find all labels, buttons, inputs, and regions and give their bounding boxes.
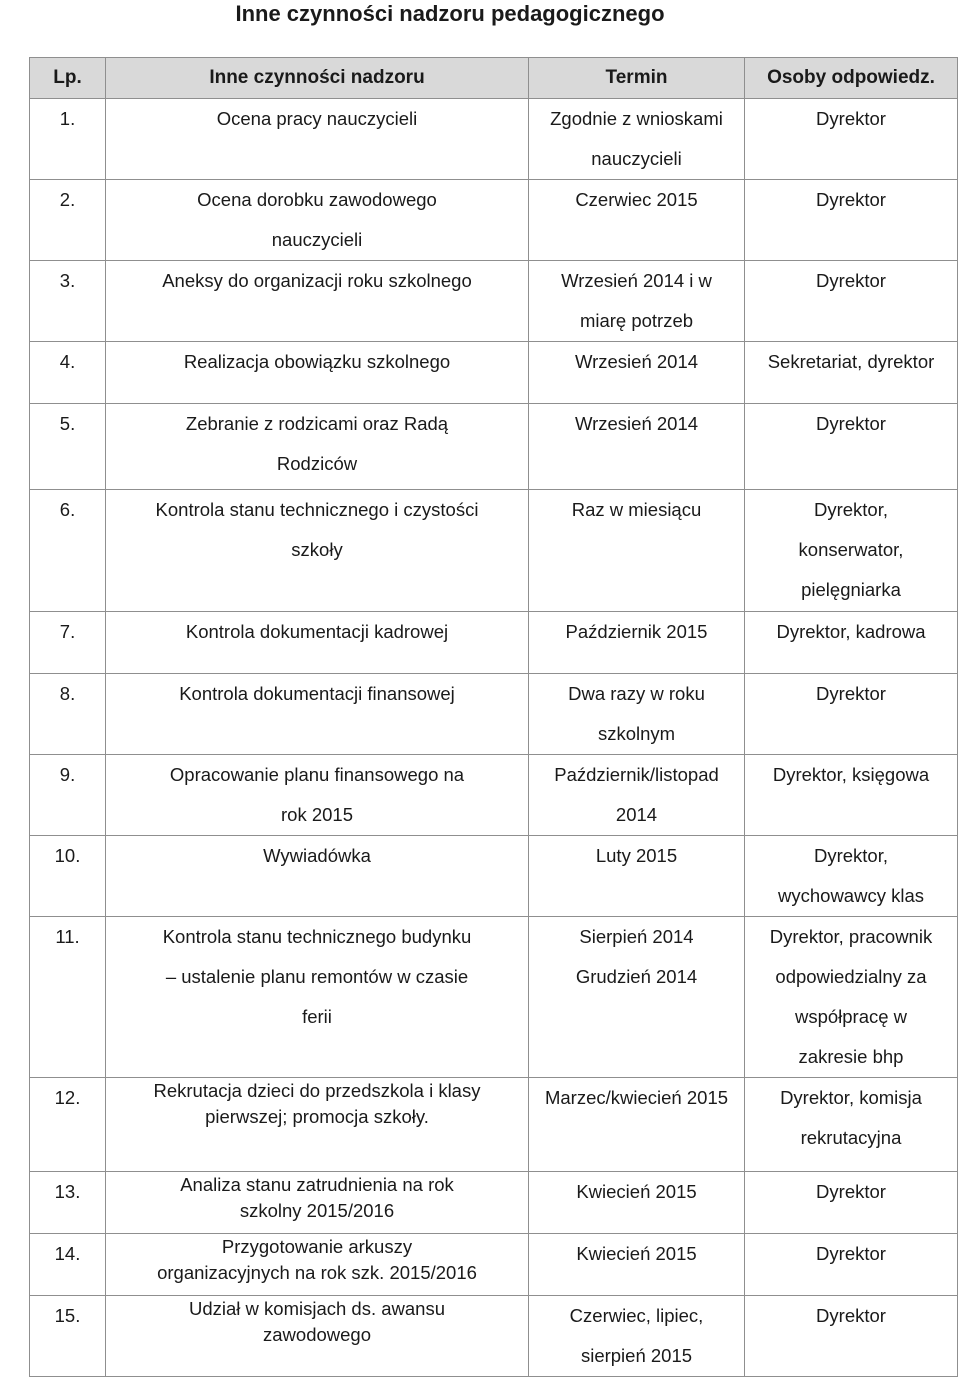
persons-cell: [745, 404, 958, 490]
activity-cell-line: Ocena dorobku zawodowego: [197, 189, 437, 210]
persons-cell-line: odpowiedzialny za: [775, 966, 927, 987]
row-number: [30, 261, 106, 342]
term-cell: [529, 180, 745, 261]
persons-cell: [745, 1234, 958, 1296]
activity-cell: [106, 1172, 529, 1234]
term-cell: [529, 1234, 745, 1296]
persons-cell-line: pielęgniarka: [801, 579, 901, 600]
term-cell-line: Wrzesień 2014 i w: [561, 270, 712, 291]
persons-cell-line: rekrutacyjna: [800, 1127, 902, 1148]
persons-cell-line: Dyrektor,: [813, 499, 889, 520]
term-cell-line: 2014: [615, 804, 658, 825]
activity-cell: [106, 917, 529, 1078]
persons-cell: [745, 180, 958, 261]
table-row: [30, 180, 958, 261]
term-cell-line: Kwiecień 2015: [576, 1181, 697, 1202]
activity-cell: [106, 612, 529, 674]
term-cell-line: Wrzesień 2014: [574, 413, 699, 434]
term-cell-line: Marzec/kwiecień 2015: [544, 1087, 729, 1108]
persons-cell-line: Dyrektor: [816, 1181, 886, 1202]
term-cell-line: Luty 2015: [595, 845, 678, 866]
activity-cell-line: Przygotowanie arkuszy: [221, 1236, 413, 1257]
persons-cell-line: Dyrektor: [816, 108, 886, 129]
table-row: [30, 1172, 958, 1234]
term-cell: [529, 342, 745, 404]
row-number: [30, 674, 106, 755]
table-body: [30, 99, 958, 1377]
term-cell-line: Czerwiec 2015: [575, 189, 698, 210]
persons-cell-line: Dyrektor: [816, 270, 886, 291]
supervision-table: [29, 57, 958, 1377]
activity-cell: [106, 836, 529, 917]
activity-cell-line: Opracowanie planu finansowego na: [169, 764, 465, 785]
table-header-row: [30, 58, 958, 99]
persons-cell: [745, 836, 958, 917]
activity-cell-line: Kontrola dokumentacji finansowej: [179, 683, 455, 704]
term-cell: [529, 836, 745, 917]
activity-cell-line: Kontrola stanu technicznego budynku: [162, 926, 472, 947]
row-number-line: 3.: [59, 270, 76, 291]
activity-cell-line: Analiza stanu zatrudnienia na rok: [180, 1174, 454, 1195]
term-cell: [529, 1078, 745, 1172]
activity-cell: [106, 490, 529, 612]
activity-cell-line: Ocena pracy nauczycieli: [216, 108, 418, 129]
row-number-line: 4.: [59, 351, 76, 372]
activity-cell-line: nauczycieli: [271, 229, 363, 250]
activity-cell-line: ferii: [302, 1006, 332, 1027]
persons-cell: [745, 1296, 958, 1377]
row-number-line: 6.: [59, 499, 76, 520]
row-number-line: 15.: [54, 1305, 81, 1326]
term-cell-line: Październik 2015: [565, 621, 708, 642]
activity-cell: [106, 1078, 529, 1172]
term-cell: [529, 1296, 745, 1377]
row-number: [30, 1172, 106, 1234]
term-cell-line: miarę potrzeb: [579, 310, 694, 331]
persons-cell-line: zakresie bhp: [798, 1046, 904, 1067]
activity-cell: [106, 404, 529, 490]
term-cell-line: Dwa razy w roku: [568, 683, 705, 704]
activity-cell-line: – ustalenie planu remontów w czasie: [165, 966, 469, 987]
row-number-line: 9.: [59, 764, 76, 785]
activity-cell: [106, 755, 529, 836]
persons-cell-line: współpracę w: [794, 1006, 908, 1027]
persons-cell-line: Dyrektor: [816, 1243, 886, 1264]
term-cell-line: Kwiecień 2015: [576, 1243, 697, 1264]
persons-cell-line: konserwator,: [798, 539, 904, 560]
activity-cell-line: rok 2015: [281, 804, 353, 825]
activity-cell: [106, 1296, 529, 1377]
term-cell: [529, 1172, 745, 1234]
activity-cell-line: szkolny 2015/2016: [239, 1200, 395, 1221]
term-cell-line: nauczycieli: [591, 148, 682, 169]
activity-cell-line: Zebranie z rodzicami oraz Radą: [185, 413, 449, 434]
row-number: [30, 99, 106, 180]
persons-cell-line: wychowawcy klas: [778, 885, 924, 906]
header-term: Termin: [529, 58, 745, 99]
table-row: [30, 1078, 958, 1172]
persons-cell: [745, 612, 958, 674]
persons-cell-line: Dyrektor: [816, 1305, 886, 1326]
row-number: [30, 917, 106, 1078]
table-row: [30, 261, 958, 342]
row-number-line: 13.: [54, 1181, 81, 1202]
persons-cell-line: Dyrektor: [816, 413, 886, 434]
row-number-line: 1.: [59, 108, 76, 129]
table-row: [30, 490, 958, 612]
term-cell: [529, 490, 745, 612]
row-number: [30, 1296, 106, 1377]
persons-cell-line: Dyrektor, księgowa: [772, 764, 930, 785]
activity-cell-line: Wywiadówka: [263, 845, 371, 866]
activity-cell-line: Udział w komisjach ds. awansu: [188, 1298, 446, 1319]
activity-cell-line: Aneksy do organizacji roku szkolnego: [162, 270, 472, 291]
header-activity: Inne czynności nadzoru: [106, 58, 529, 99]
activity-cell: [106, 261, 529, 342]
row-number: [30, 836, 106, 917]
row-number: [30, 1078, 106, 1172]
table-row: [30, 99, 958, 180]
persons-cell: [745, 917, 958, 1078]
activity-cell-line: pierwszej; promocja szkoły.: [205, 1106, 429, 1127]
persons-cell-line: Dyrektor,: [813, 845, 889, 866]
term-cell: [529, 755, 745, 836]
activity-cell-line: Realizacja obowiązku szkolnego: [183, 351, 451, 372]
persons-cell: [745, 99, 958, 180]
table-row: [30, 1296, 958, 1377]
term-cell-line: Raz w miesiącu: [571, 499, 702, 520]
activity-cell: [106, 99, 529, 180]
persons-cell: [745, 261, 958, 342]
activity-cell: [106, 674, 529, 755]
row-number: [30, 342, 106, 404]
term-cell-line: Czerwiec, lipiec,: [569, 1305, 704, 1326]
row-number: [30, 612, 106, 674]
row-number-line: 10.: [54, 845, 81, 866]
table-row: [30, 836, 958, 917]
persons-cell-line: Dyrektor: [816, 683, 886, 704]
term-cell: [529, 917, 745, 1078]
term-cell-line: Sierpień 2014: [579, 926, 694, 947]
persons-cell: [745, 674, 958, 755]
row-number-line: 8.: [59, 683, 76, 704]
term-cell: [529, 612, 745, 674]
term-cell-line: szkolnym: [597, 723, 676, 744]
table-row: [30, 404, 958, 490]
activity-cell: [106, 342, 529, 404]
row-number-line: 12.: [54, 1087, 81, 1108]
row-number-line: 7.: [59, 621, 76, 642]
row-number: [30, 755, 106, 836]
term-cell: [529, 674, 745, 755]
persons-cell: [745, 342, 958, 404]
table-row: [30, 674, 958, 755]
table-row: [30, 755, 958, 836]
persons-cell: [745, 755, 958, 836]
page-title: Inne czynności nadzoru pedagogicznego: [235, 1, 665, 26]
row-number-line: 5.: [59, 413, 76, 434]
term-cell-line: Październik/listopad: [554, 764, 719, 785]
row-number-line: 14.: [54, 1243, 81, 1264]
table-row: [30, 1234, 958, 1296]
row-number: [30, 490, 106, 612]
term-cell: [529, 261, 745, 342]
row-number: [30, 404, 106, 490]
row-number-line: 11.: [55, 926, 80, 947]
term-cell-line: Zgodnie z wnioskami: [550, 108, 723, 129]
persons-cell: [745, 490, 958, 612]
header-lp: Lp.: [30, 58, 106, 99]
table-row: [30, 612, 958, 674]
activity-cell-line: szkoły: [291, 539, 343, 560]
activity-cell-line: Rodziców: [276, 453, 358, 474]
row-number-line: 2.: [59, 189, 76, 210]
term-cell: [529, 404, 745, 490]
activity-cell: [106, 180, 529, 261]
activity-cell-line: organizacyjnych na rok szk. 2015/2016: [157, 1262, 477, 1283]
persons-cell: [745, 1172, 958, 1234]
table-row: [30, 917, 958, 1078]
persons-cell-line: Dyrektor: [816, 189, 886, 210]
persons-cell-line: Dyrektor, komisja: [780, 1087, 922, 1108]
term-cell-line: sierpień 2015: [580, 1345, 693, 1366]
persons-cell-line: Dyrektor, pracownik: [769, 926, 933, 947]
activity-cell-line: Kontrola dokumentacji kadrowej: [185, 621, 449, 642]
row-number: [30, 180, 106, 261]
activity-cell: [106, 1234, 529, 1296]
activity-cell-line: Kontrola stanu technicznego i czystości: [155, 499, 479, 520]
term-cell: [529, 99, 745, 180]
term-cell-line: Grudzień 2014: [575, 966, 698, 987]
table-row: [30, 342, 958, 404]
row-number: [30, 1234, 106, 1296]
persons-cell-line: Dyrektor, kadrowa: [776, 621, 926, 642]
header-persons: Osoby odpowiedz.: [745, 58, 958, 99]
activity-cell-line: Rekrutacja dzieci do przedszkola i klasy: [153, 1080, 481, 1101]
term-cell-line: Wrzesień 2014: [574, 351, 699, 372]
persons-cell: [745, 1078, 958, 1172]
activity-cell-line: zawodowego: [263, 1324, 371, 1345]
persons-cell-line: Sekretariat, dyrektor: [767, 351, 935, 372]
